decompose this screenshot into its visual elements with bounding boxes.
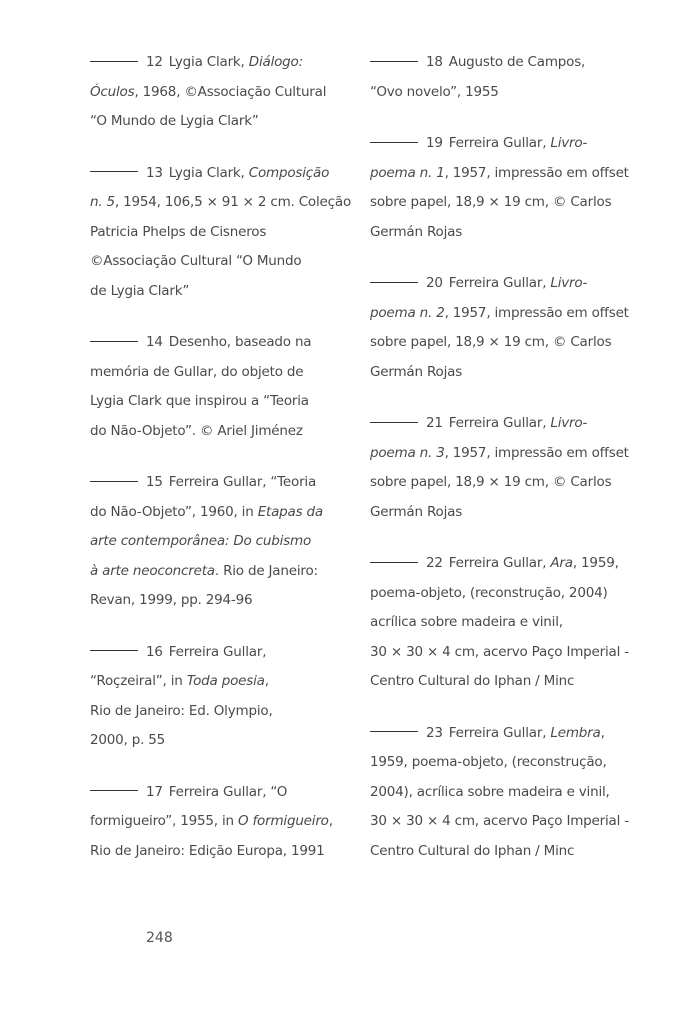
note-text: 2004), acrílica sobre madeira e vinil, bbox=[370, 783, 610, 800]
note-text: Ferreira Gullar, bbox=[448, 415, 551, 431]
note-line bbox=[370, 468, 620, 498]
note-line bbox=[370, 807, 629, 837]
note-text-italic: poema n. 3 bbox=[370, 444, 445, 461]
note-dash-rule bbox=[370, 61, 418, 62]
note-line bbox=[90, 638, 340, 668]
note-line bbox=[90, 557, 340, 587]
note-dash-rule bbox=[370, 562, 418, 563]
note-line bbox=[370, 748, 620, 778]
note-entry-22 bbox=[370, 549, 629, 697]
note-text: Ferreira Gullar, bbox=[448, 555, 551, 571]
note-line bbox=[370, 188, 620, 218]
note-text: Lygia Clark, bbox=[168, 164, 249, 181]
note-text: Centro Cultural do Iphan / Minc bbox=[370, 842, 575, 859]
note-text: Rio de Janeiro: Edição Europa, 1991 bbox=[90, 842, 325, 859]
note-text-italic: Óculos bbox=[90, 83, 135, 100]
note-entry-20 bbox=[370, 269, 629, 387]
note-text: Centro Cultural do Iphan / Minc bbox=[370, 673, 575, 689]
note-line bbox=[370, 549, 620, 579]
note-line bbox=[90, 387, 340, 417]
note-line bbox=[90, 807, 340, 837]
note-entry-15 bbox=[90, 468, 340, 616]
note-entry-12 bbox=[90, 48, 340, 137]
note-text: Germán Rojas bbox=[370, 223, 463, 240]
note-text-italic: à arte neoconcreta bbox=[90, 562, 215, 579]
note-dash-rule bbox=[90, 61, 138, 62]
note-text: , 1957, impressão em offset bbox=[444, 444, 629, 461]
note-dash-rule bbox=[370, 282, 418, 283]
note-text-italic: n. 5 bbox=[90, 194, 115, 210]
note-entry-21 bbox=[370, 409, 629, 527]
note-text: do Não-Objeto”. © Ariel Jiménez bbox=[90, 422, 303, 439]
note-text: “Roçzeiral”, in bbox=[90, 673, 187, 689]
note-text-italic: Livro- bbox=[550, 275, 588, 291]
note-text: , 1954, 106,5 × 91 × 2 cm. Coleção bbox=[114, 194, 352, 210]
note-text: , 1957, impressão em offset bbox=[444, 304, 629, 321]
note-line bbox=[90, 417, 340, 447]
note-number: 18 bbox=[426, 54, 443, 70]
note-line bbox=[90, 358, 340, 388]
note-text: . Rio de Janeiro: bbox=[214, 562, 318, 579]
note-line bbox=[370, 299, 629, 329]
note-line bbox=[370, 667, 620, 697]
note-text-italic: Ara bbox=[550, 555, 573, 571]
note-line bbox=[370, 358, 620, 388]
note-text: memória de Gullar, do objeto de bbox=[90, 363, 304, 380]
note-text: formigueiro”, 1955, in bbox=[90, 813, 238, 829]
note-text-italic: Diálogo: bbox=[248, 54, 303, 70]
note-line bbox=[370, 608, 620, 638]
note-text: Germán Rojas bbox=[370, 503, 463, 520]
note-number: 19 bbox=[426, 135, 443, 151]
note-text: 1959, poema-objeto, (reconstrução, bbox=[370, 754, 607, 770]
note-line bbox=[370, 439, 629, 469]
note-number: 13 bbox=[146, 164, 163, 181]
note-line bbox=[370, 837, 620, 867]
note-text: Ferreira Gullar, bbox=[168, 643, 267, 660]
note-line bbox=[90, 277, 340, 307]
note-text-italic: Lembra bbox=[550, 724, 601, 741]
note-line bbox=[90, 667, 340, 697]
note-text: , 1959, bbox=[572, 555, 619, 571]
note-line bbox=[90, 107, 340, 137]
note-text: Ferreira Gullar, bbox=[448, 135, 551, 151]
note-line bbox=[370, 78, 620, 108]
note-entry-23 bbox=[370, 719, 629, 867]
note-text: sobre papel, 18,9 × 19 cm, © Carlos bbox=[370, 474, 612, 490]
note-dash-rule bbox=[90, 790, 138, 791]
note-entry-16 bbox=[90, 638, 340, 756]
note-line bbox=[90, 726, 340, 756]
note-text: Ferreira Gullar, bbox=[448, 275, 551, 291]
note-dash-rule bbox=[90, 171, 138, 172]
note-text: Germán Rojas bbox=[370, 363, 463, 380]
note-text: , 1957, impressão em offset bbox=[444, 164, 629, 181]
note-line bbox=[90, 218, 340, 248]
note-text: Lygia Clark, bbox=[168, 54, 249, 70]
note-line bbox=[90, 247, 340, 277]
note-line bbox=[90, 78, 340, 108]
note-line bbox=[90, 837, 340, 867]
note-number: 23 bbox=[426, 724, 443, 741]
note-entry-18 bbox=[370, 48, 620, 107]
note-line bbox=[370, 409, 620, 439]
note-text-italic: Etapas da bbox=[257, 503, 323, 520]
note-text: Ferreira Gullar, bbox=[448, 724, 551, 741]
note-number: 12 bbox=[146, 54, 163, 70]
note-dash-rule bbox=[370, 422, 418, 423]
note-line bbox=[90, 48, 340, 78]
note-number: 16 bbox=[146, 643, 163, 660]
notes-column-right bbox=[370, 48, 629, 888]
page-number: 248 bbox=[146, 930, 173, 946]
note-line bbox=[370, 48, 620, 78]
note-text-italic: O formigueiro bbox=[237, 813, 329, 829]
note-line bbox=[370, 719, 620, 749]
note-number: 21 bbox=[426, 415, 443, 431]
note-text-italic: Livro- bbox=[550, 135, 588, 151]
note-line bbox=[90, 468, 340, 498]
note-line bbox=[90, 159, 340, 189]
note-line bbox=[370, 129, 620, 159]
note-line bbox=[90, 697, 340, 727]
note-text: , bbox=[600, 724, 605, 741]
note-line bbox=[370, 638, 629, 668]
note-text-italic: Composição bbox=[248, 164, 330, 181]
note-text: poema-objeto, (reconstrução, 2004) bbox=[370, 584, 608, 601]
note-number: 15 bbox=[146, 474, 163, 490]
note-text: 2000, p. 55 bbox=[90, 732, 166, 748]
note-entry-14 bbox=[90, 328, 340, 446]
note-text: sobre papel, 18,9 × 19 cm, © Carlos bbox=[370, 334, 612, 350]
note-entry-17 bbox=[90, 778, 340, 867]
note-text: ©Associação Cultural “O Mundo bbox=[90, 253, 302, 269]
note-line bbox=[90, 527, 340, 557]
note-line bbox=[90, 328, 340, 358]
note-line bbox=[370, 498, 620, 528]
note-line bbox=[370, 579, 620, 609]
note-text-italic: arte contemporânea: Do cubismo bbox=[90, 533, 312, 549]
note-dash-rule bbox=[90, 341, 138, 342]
note-line bbox=[90, 498, 340, 528]
note-text: 30 × 30 × 4 cm, acervo Paço Imperial - bbox=[370, 643, 629, 660]
note-text: Lygia Clark que inspirou a “Teoria bbox=[90, 393, 309, 409]
note-number: 20 bbox=[426, 275, 443, 291]
note-line bbox=[370, 159, 629, 189]
note-number: 22 bbox=[426, 555, 443, 571]
note-line bbox=[370, 269, 620, 299]
note-text: acrílica sobre madeira e vinil, bbox=[370, 614, 563, 630]
note-text: “O Mundo de Lygia Clark” bbox=[90, 113, 259, 129]
note-text: do Não-Objeto”, 1960, in bbox=[90, 503, 258, 520]
notes-column-left bbox=[90, 48, 352, 888]
note-line bbox=[370, 328, 620, 358]
note-entry-13 bbox=[90, 159, 352, 307]
note-dash-rule bbox=[90, 481, 138, 482]
note-text: Ferreira Gullar, “O bbox=[168, 783, 288, 800]
note-text-italic: Livro- bbox=[550, 415, 588, 431]
note-dash-rule bbox=[90, 650, 138, 651]
note-text: sobre papel, 18,9 × 19 cm, © Carlos bbox=[370, 194, 612, 210]
note-line bbox=[90, 188, 352, 218]
note-text-italic: Toda poesia bbox=[186, 673, 265, 689]
note-text: , bbox=[264, 673, 269, 689]
note-text: Ferreira Gullar, “Teoria bbox=[168, 474, 317, 490]
note-dash-rule bbox=[370, 142, 418, 143]
note-text-italic: poema n. 2 bbox=[370, 304, 445, 321]
note-text: , bbox=[328, 813, 333, 829]
note-dash-rule bbox=[370, 731, 418, 732]
note-text: 30 × 30 × 4 cm, acervo Paço Imperial - bbox=[370, 813, 629, 829]
note-number: 17 bbox=[146, 783, 163, 800]
note-text: Revan, 1999, pp. 294-96 bbox=[90, 592, 253, 608]
note-text: , 1968, ©Associação Cultural bbox=[134, 83, 327, 100]
note-text: Patricia Phelps de Cisneros bbox=[90, 223, 267, 240]
note-number: 14 bbox=[146, 334, 163, 350]
note-text: Desenho, baseado na bbox=[168, 334, 312, 350]
note-entry-19 bbox=[370, 129, 629, 247]
note-text: “Ovo novelo”, 1955 bbox=[370, 83, 499, 100]
note-line bbox=[90, 778, 340, 808]
note-line bbox=[90, 586, 340, 616]
note-line bbox=[370, 218, 620, 248]
note-text-italic: poema n. 1 bbox=[370, 164, 445, 181]
note-text: de Lygia Clark” bbox=[90, 282, 190, 299]
note-text: Augusto de Campos, bbox=[448, 54, 586, 70]
note-line bbox=[370, 778, 620, 808]
note-text: Rio de Janeiro: Ed. Olympio, bbox=[90, 702, 273, 719]
